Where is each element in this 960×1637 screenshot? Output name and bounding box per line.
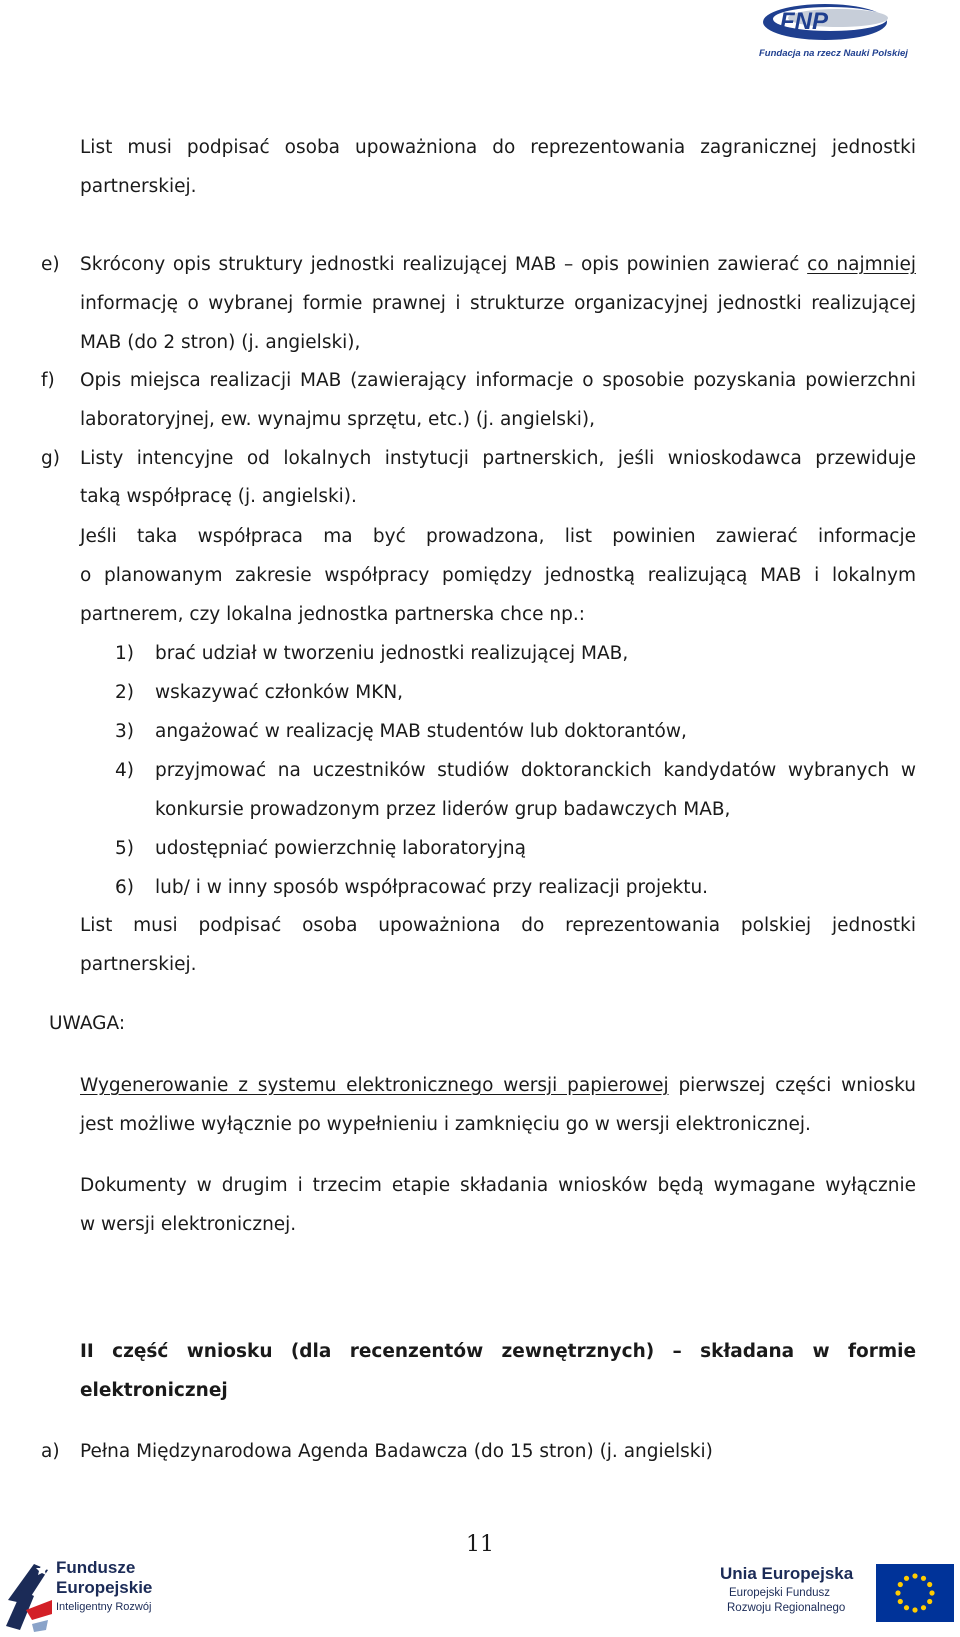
list-item-text: wskazywać członków MKN,: [155, 682, 404, 703]
note-text: pierwszej części wniosku: [668, 1075, 916, 1096]
ue-logo-line3: Rozwoju Regionalnego: [727, 1602, 846, 1614]
item-e-label: e): [41, 254, 60, 275]
list-item-number: 2): [115, 682, 134, 703]
item-f-line1: Opis miejsca realizacji MAB (zawierający informacje o sposobie pozyskania powierzchni: [80, 370, 916, 391]
section-two-heading-line2: elektronicznej: [80, 1380, 228, 1401]
fnp-logo-text: FNP: [780, 8, 828, 35]
section-two-item-a-text: Pełna Międzynarodowa Agenda Badawcza (do 15 stron) (j. angielski): [80, 1441, 713, 1462]
text: List musi podpisać osoba upoważniona do reprezentowania zagranicznej jednostki: [80, 137, 916, 158]
paragraph-polish-letter-line2: partnerskiej.: [80, 954, 197, 975]
paragraph-polish-letter-line1: List musi podpisać osoba upoważniona do reprezentowania polskiej jednostki: [80, 915, 916, 936]
fundusze-europejskie-logo: [4, 1556, 204, 1636]
section-two-heading-line1: II część wniosku (dla recenzentów zewnętrznych) – składana w formie: [80, 1341, 916, 1362]
note-paragraph2-line1: Dokumenty w drugim i trzecim etapie składania wniosków będą wymagane wyłącznie: [80, 1175, 916, 1196]
item-g-label: g): [41, 448, 60, 469]
ue-logo-line2: Europejski Fundusz: [729, 1587, 830, 1599]
list-item-number: 4): [115, 760, 134, 781]
item-e-line1: [80, 256, 916, 275]
note-paragraph2-line2: w wersji elektronicznej.: [80, 1214, 297, 1235]
item-e-line1-text: Skrócony opis struktury jednostki realizującej MAB – opis powinien zawierać: [80, 254, 808, 275]
item-e-line2: informację o wybranej formie prawnej i strukturze organizacyjnej jednostki realizującej: [80, 293, 916, 314]
list-item-text: przyjmować na uczestników studiów doktoranckich kandydatów wybranych w: [155, 760, 916, 781]
fe-logo-line1: Fundusze: [56, 1558, 136, 1577]
list-item-text: lub/ i w inny sposób współpracować przy realizacji projektu.: [155, 877, 709, 898]
note-underlined-text: Wygenerowanie z systemu elektronicznego wersji papierowej: [80, 1075, 669, 1096]
fe-logo-line3: Inteligentny Rozwój: [56, 1601, 152, 1613]
item-e-line1-underlined: co najmniej: [807, 254, 916, 275]
list-item-number: 3): [115, 721, 134, 742]
item-g-line1: Listy intencyjne od lokalnych instytucji partnerskich, jeśli wnioskodawca przewiduje: [80, 448, 916, 469]
item-f-line2: laboratoryjnej, ew. wynajmu sprzętu, etc.) (j. angielski),: [80, 409, 596, 430]
ue-logo-line1: Unia Europejska: [720, 1564, 854, 1583]
note-heading: UWAGA:: [49, 1013, 126, 1034]
list-item-text-continued: konkursie prowadzonym przez liderów grup badawczych MAB,: [155, 799, 731, 820]
cooperation-line2: o planowanym zakresie współpracy pomiędzy jednostką realizującą MAB i lokalnym: [80, 565, 916, 586]
page-number: 11: [466, 1532, 494, 1557]
list-item-text: angażować w realizację MAB studentów lub doktorantów,: [155, 721, 687, 742]
eu-flag-icon: [876, 1564, 954, 1622]
list-item-number: 6): [115, 877, 134, 898]
fnp-logo: [720, 0, 960, 66]
unia-europejska-logo: [720, 1564, 960, 1636]
fe-star-icon: [4, 1560, 56, 1632]
fnp-logo-subtitle: Fundacja na rzecz Nauki Polskiej: [759, 48, 908, 59]
list-item-text: udostępniać powierzchnię laboratoryjną: [155, 838, 526, 859]
paragraph-foreign-letter-line1: [80, 139, 916, 158]
note-paragraph1-line1: [80, 1077, 916, 1096]
section-two-item-a-label: a): [41, 1441, 60, 1462]
list-item-number: 1): [115, 643, 134, 664]
note-paragraph1-line2: jest możliwe wyłącznie po wypełnieniu i zamknięciu go w wersji elektronicznej.: [80, 1114, 811, 1135]
cooperation-line3: partnerem, czy lokalna jednostka partnerska chce np.:: [80, 604, 586, 625]
item-g-line2: taką współpracę (j. angielski).: [80, 486, 357, 507]
paragraph-foreign-letter-line2: partnerskiej.: [80, 176, 197, 197]
cooperation-line1: Jeśli taka współpraca ma być prowadzona, list powinien zawierać informacje: [80, 526, 916, 547]
list-item-number: 5): [115, 838, 134, 859]
item-e-line3: MAB (do 2 stron) (j. angielski),: [80, 332, 361, 353]
list-item-text: brać udział w tworzeniu jednostki realizującej MAB,: [155, 643, 629, 664]
fe-logo-line2: Europejskie: [56, 1578, 153, 1597]
item-f-label: f): [41, 370, 55, 391]
